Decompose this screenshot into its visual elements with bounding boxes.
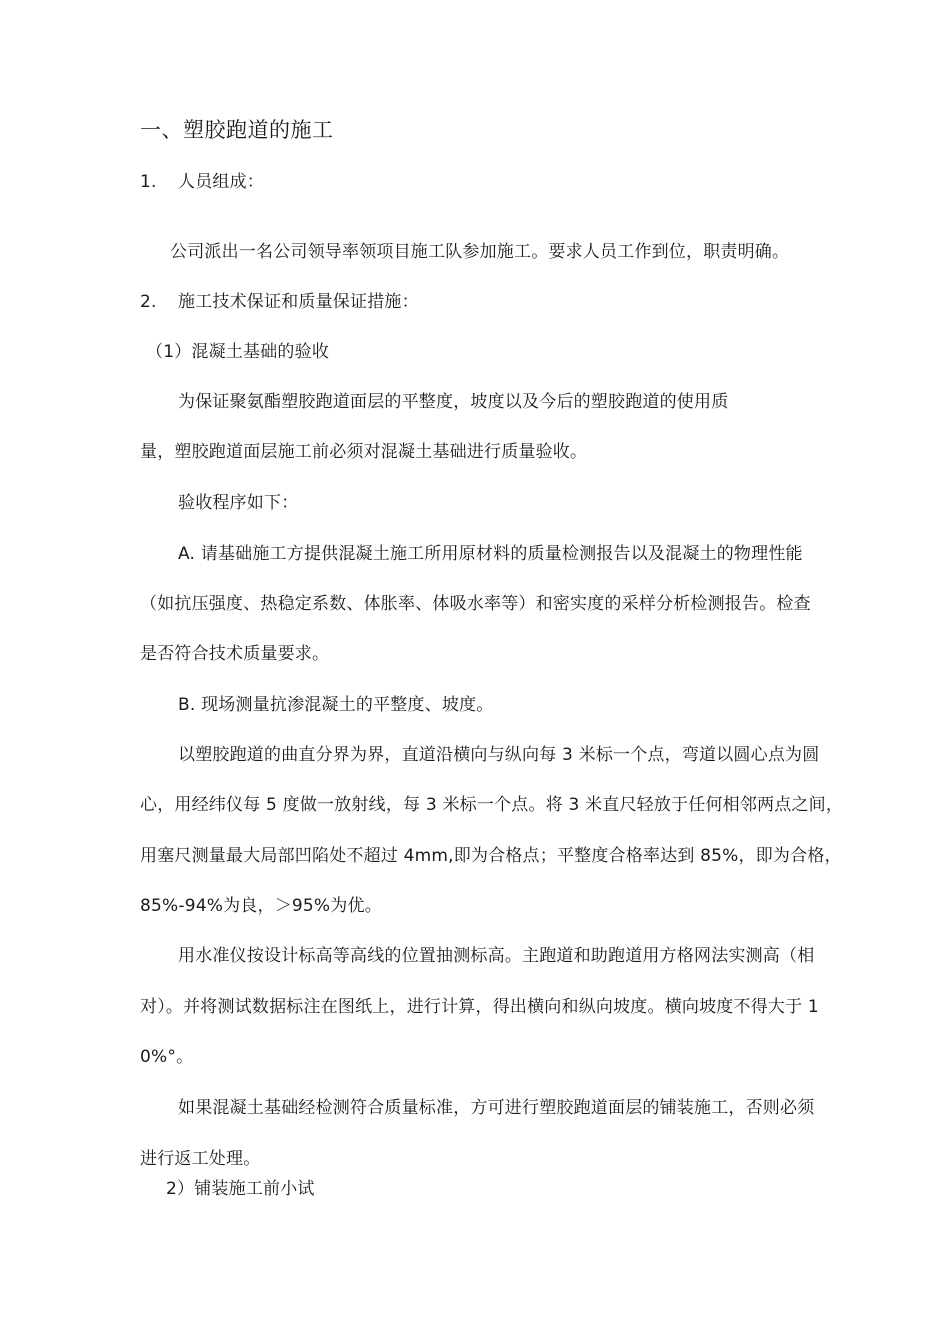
paragraph-line: 是否符合技术质量要求。 xyxy=(140,644,330,664)
paragraph-line: B. 现场测量抗渗混凝土的平整度、坡度。 xyxy=(178,695,494,715)
paragraph-staff: 公司派出一名公司领导率领项目施工队参加施工。要求人员工作到位，职责明确。 xyxy=(170,242,790,262)
paragraph-line: 用塞尺测量最大局部凹陷处不超过 4mm,即为合格点；平整度合格率达到 85%，即为合格， xyxy=(140,846,842,866)
subheading-2: 2）铺装施工前小试 xyxy=(166,1179,315,1199)
subheading-1: （1）混凝土基础的验收 xyxy=(146,342,330,362)
list-label: 施工技术保证和质量保证措施： xyxy=(178,292,419,312)
list-number: 1. xyxy=(140,172,157,192)
paragraph-line: 85%-94%为良，＞95%为优。 xyxy=(140,896,382,916)
paragraph-line: 0%°。 xyxy=(140,1047,194,1067)
section-heading: 一、塑胶跑道的施工 xyxy=(140,118,334,142)
list-item-1 xyxy=(140,170,264,194)
paragraph-line: 为保证聚氨酯塑胶跑道面层的平整度，坡度以及今后的塑胶跑道的使用质 xyxy=(178,392,729,412)
list-number: 2. xyxy=(140,292,157,312)
paragraph-line: 如果混凝土基础经检测符合质量标准，方可进行塑胶跑道面层的铺装施工，否则必须 xyxy=(178,1098,815,1118)
list-item-2 xyxy=(140,290,419,314)
paragraph-line: A. 请基础施工方提供混凝土施工所用原材料的质量检测报告以及混凝土的物理性能 xyxy=(178,544,803,564)
paragraph-line: （如抗压强度、热稳定系数、体胀率、体吸水率等）和密实度的采样分析检测报告。检查 xyxy=(140,594,811,614)
paragraph-line: 对）。并将测试数据标注在图纸上，进行计算，得出横向和纵向坡度。横向坡度不得大于 1 xyxy=(140,997,819,1017)
paragraph-line: 心，用经纬仪每 5 度做一放射线，每 3 米标一个点。将 3 米直尺轻放于任何相邻两点之间， xyxy=(140,795,844,815)
paragraph-line: 以塑胶跑道的曲直分界为界，直道沿横向与纵向每 3 米标一个点，弯道以圆心点为圆 xyxy=(178,745,820,765)
paragraph-line: 量，塑胶跑道面层施工前必须对混凝土基础进行质量验收。 xyxy=(140,442,588,462)
list-label: 人员组成： xyxy=(178,172,264,192)
procedure-title: 验收程序如下： xyxy=(178,493,299,513)
paragraph-line: 进行返工处理。 xyxy=(140,1149,261,1169)
paragraph-line: 用水准仪按设计标高等高线的位置抽测标高。主跑道和助跑道用方格网法实测高（相 xyxy=(178,946,815,966)
